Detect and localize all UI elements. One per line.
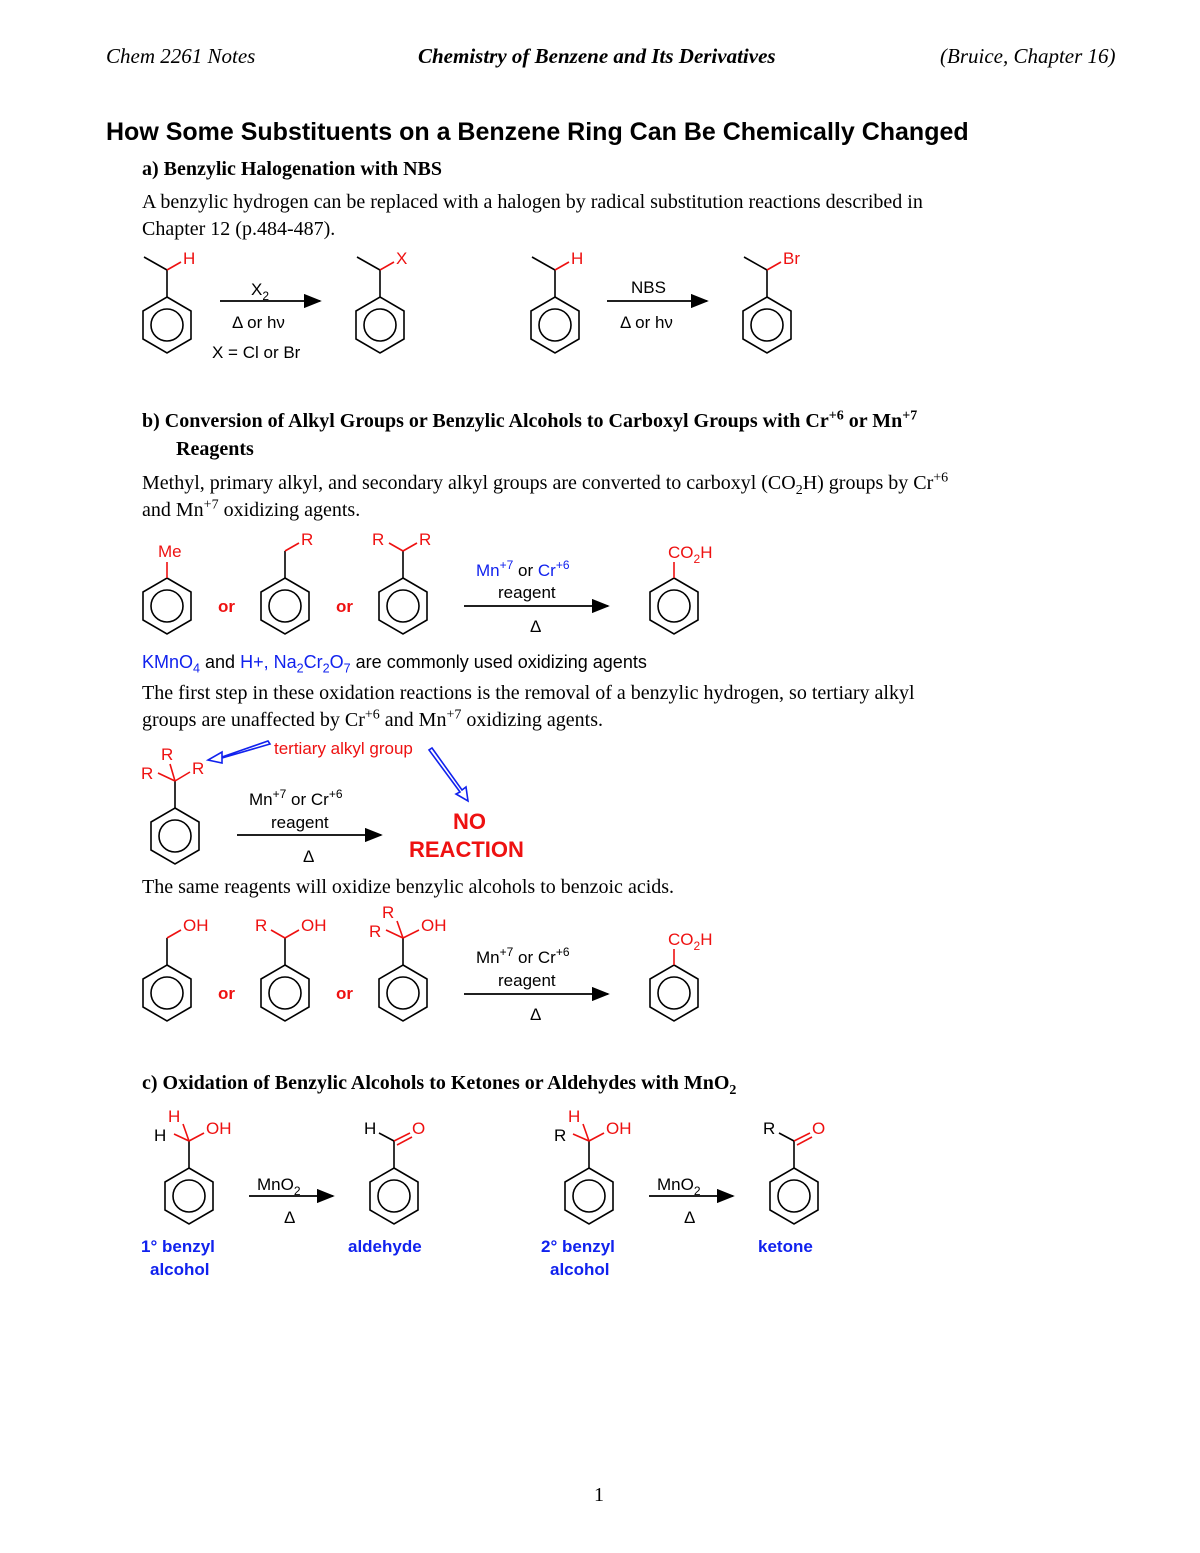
section-a-text-2: Chapter 12 (p.484-487). (142, 218, 336, 240)
page-title: How Some Substituents on a Benzene Ring Can Be Chemically Changed (106, 118, 969, 146)
kmno4-text: KMnO (142, 652, 194, 672)
header-course: Chem 2261 Notes (106, 44, 256, 68)
arrow-mno2-1 (249, 1175, 333, 1227)
h-label-top: H (168, 1107, 181, 1126)
benzaldehyde (364, 1119, 425, 1224)
section-b-text-4-sup1: +6 (364, 707, 380, 723)
benzoic-acid-2 (650, 930, 712, 1021)
cr-sup: +6 (555, 945, 570, 959)
or-word: or (513, 948, 538, 967)
cr-text: Cr (537, 948, 556, 967)
r-bond (271, 930, 285, 938)
section-b-text-2-sup: +7 (203, 497, 219, 513)
header-chapter: (Bruice, Chapter 16) (940, 44, 1116, 68)
r-label-left: R (141, 764, 154, 783)
r-label-top: R (382, 903, 395, 922)
or-label-1: or (218, 597, 235, 616)
section-b-text-4-sup2: +7 (446, 707, 462, 723)
r-bond-right (175, 772, 190, 781)
alkyl-bond (744, 257, 767, 297)
o-label: O (412, 1119, 426, 1138)
dichromate-h-na: H+, Na (240, 652, 297, 672)
mn-text: Mn (476, 561, 500, 580)
delta-label: Δ (530, 1005, 542, 1024)
delta-label: Δ (303, 847, 315, 866)
cr-text: Cr (310, 790, 329, 809)
oh-bond (403, 930, 419, 938)
r-bond (779, 1133, 794, 1141)
mno2-label (657, 1175, 701, 1198)
section-b-text-4a: groups are unaffected by Cr (142, 709, 365, 731)
o-label: O (812, 1119, 826, 1138)
kmno4-sub: 4 (193, 661, 201, 676)
ring-circle (269, 977, 301, 1009)
r-label: R (255, 916, 268, 935)
primary-alcohol-label-1: 1° benzyl (141, 1237, 215, 1256)
section-b-text-4b: and Mn (379, 709, 447, 731)
secondary-benzyl-alcohol-c (554, 1107, 632, 1224)
mno2-sub: 2 (293, 1184, 301, 1198)
or-word: or (513, 561, 538, 580)
alkyl-bond (532, 257, 555, 297)
dichromate-cr-sub: 2 (322, 661, 330, 676)
r-label-left: R (369, 922, 382, 941)
r-label: R (554, 1126, 567, 1145)
oh-bond (589, 1133, 604, 1141)
x-definition: X = Cl or Br (212, 343, 301, 362)
alkyl-bond (357, 257, 380, 297)
ring-circle (173, 1180, 205, 1212)
section-b-text-1-sup: +6 (933, 470, 949, 486)
benzyl-br (743, 249, 800, 353)
oh-label: OH (183, 916, 209, 935)
mno2-text: MnO (657, 1175, 694, 1194)
x2-label-sub: 2 (262, 289, 270, 303)
x2-label (251, 280, 269, 303)
ketone-structure (763, 1119, 825, 1224)
mno2-sub: 2 (693, 1184, 701, 1198)
tertiary-benzyl-alcohol (369, 903, 447, 1021)
ring-circle (573, 1180, 605, 1212)
condition-label: Δ or hν (232, 313, 285, 332)
r-label-left: R (372, 530, 385, 549)
hollow-arrow-shape (208, 741, 270, 763)
oh-bond (189, 1133, 204, 1141)
section-c-heading-sub: 2 (729, 1083, 737, 1098)
page-number: 1 (594, 1484, 604, 1506)
primary-alkyl-benzene (261, 530, 313, 634)
co2h-sub: 2 (693, 552, 701, 566)
co2h-h: H (700, 543, 713, 562)
reagent-formula (476, 558, 570, 580)
secondary-alkyl-benzene (372, 530, 431, 634)
h-bond (167, 262, 181, 270)
ring-circle (539, 309, 571, 341)
tertiary-alkyl-benzene (141, 745, 204, 864)
r-bond-right (403, 543, 417, 551)
or-word: or (286, 790, 311, 809)
delta-label: Δ (284, 1208, 296, 1227)
ring-circle (151, 309, 183, 341)
ring-circle (751, 309, 783, 341)
ring-circle (151, 590, 183, 622)
section-b-text-3: The first step in these oxidation reactions is the removal of a benzylic hydrogen, so tertiary alkyl (142, 682, 915, 704)
mn-text: Mn (476, 948, 500, 967)
no-reaction-line-1: NO (453, 809, 486, 834)
section-b-text-2a: and Mn (142, 499, 204, 521)
secondary-alcohol-label-1: 2° benzyl (541, 1237, 615, 1256)
oh-bond (167, 930, 181, 938)
ring-circle (658, 590, 690, 622)
mno2-text: MnO (257, 1175, 294, 1194)
benzene-ring (143, 578, 191, 634)
section-b-heading-sup1: +6 (828, 408, 844, 424)
ring-circle (778, 1180, 810, 1212)
hollow-arrow-down (429, 748, 468, 801)
ring-circle (151, 977, 183, 1009)
arrow-oxidation-2 (237, 787, 381, 866)
me-label: Me (158, 542, 182, 561)
section-a-text-1: A benzylic hydrogen can be replaced with a halogen by radical substitution reactions described in (142, 191, 923, 213)
r-label-right: R (192, 759, 205, 778)
benzoic-acid-1 (650, 543, 712, 634)
br-label: Br (783, 249, 800, 268)
or-label-2: or (336, 597, 353, 616)
aldehyde-label: aldehyde (348, 1237, 422, 1256)
benzyl-x (356, 249, 407, 353)
mn-sup: +7 (272, 787, 287, 801)
reagent-label: reagent (498, 971, 556, 990)
benzene-ring (151, 808, 199, 864)
hollow-arrow-shape (429, 748, 468, 801)
mn-sup: +7 (499, 558, 514, 572)
agents-and: and (200, 652, 241, 672)
arrow-mno2-2 (649, 1175, 733, 1227)
h-bond (555, 262, 569, 270)
r-label-right: R (419, 530, 432, 549)
benzyl-h-1 (143, 249, 195, 353)
x-label: X (396, 249, 408, 268)
primary-benzyl-alcohol (154, 1107, 232, 1224)
or-label-3: or (218, 984, 235, 1003)
section-b-heading-sup2: +7 (902, 408, 918, 424)
r-bond (285, 543, 299, 551)
benzyl-alcohol (143, 916, 209, 1021)
dichromate-o: O (329, 652, 344, 672)
benzyl-h-2 (531, 249, 583, 353)
benzene-ring (143, 965, 191, 1021)
or-label-4: or (336, 984, 353, 1003)
benzene-ring (165, 1168, 213, 1224)
alkyl-bond (144, 257, 167, 297)
condition-label: Δ or hν (620, 313, 673, 332)
oh-label: OH (606, 1119, 632, 1138)
section-b-text-5: The same reagents will oxidize benzylic alcohols to benzoic acids. (142, 876, 675, 898)
ring-circle (378, 1180, 410, 1212)
primary-alcohol-label-2: alcohol (150, 1260, 210, 1279)
reagent-formula (249, 787, 343, 809)
co2h-co: CO (668, 930, 694, 949)
h-label-top: H (568, 1107, 581, 1126)
section-b-text-1-sub: 2 (795, 483, 803, 498)
r-label-top: R (161, 745, 174, 764)
arrow-oxidation-3 (464, 945, 608, 1024)
co2h-co: CO (668, 543, 694, 562)
delta-label: Δ (530, 617, 542, 636)
ring-circle (387, 977, 419, 1009)
nbs-label: NBS (631, 278, 666, 297)
ring-circle (364, 309, 396, 341)
section-c-heading-text: c) Oxidation of Benzylic Alcohols to Ketones or Aldehydes with MnO (142, 1072, 730, 1094)
oh-label: OH (301, 916, 327, 935)
secondary-benzyl-alcohol (255, 916, 327, 1021)
ketone-label: ketone (758, 1237, 813, 1256)
oh-label: OH (421, 916, 447, 935)
r-label: R (301, 530, 314, 549)
h-label: H (183, 249, 196, 268)
arrow-oxidation-1 (464, 558, 608, 636)
arrow-x2 (212, 280, 320, 362)
section-a-heading: a) Benzylic Halogenation with NBS (142, 158, 443, 180)
mno2-label (257, 1175, 301, 1198)
no-reaction-line-2: REACTION (409, 837, 524, 862)
section-b-heading-main: b) Conversion of Alkyl Groups or Benzylic Alcohols to Carboxyl Groups with Cr (142, 410, 829, 432)
h-bond (379, 1133, 394, 1141)
reagent-label: reagent (271, 813, 329, 832)
toluene (143, 542, 191, 634)
section-b-text-1b: H) groups by Cr (802, 472, 934, 494)
x-bond (380, 262, 394, 270)
ring-circle (658, 977, 690, 1009)
br-bond (767, 262, 781, 270)
benzene-ring (143, 297, 191, 353)
reagent-formula (476, 945, 570, 967)
oh-bond (285, 930, 299, 938)
cr-sup: +6 (328, 787, 343, 801)
dichromate-cr: Cr (303, 652, 323, 672)
r-label: R (763, 1119, 776, 1138)
x2-label-x: X (251, 280, 263, 299)
section-b-text-1a: Methyl, primary alkyl, and secondary alkyl groups are converted to carboxyl (CO (142, 472, 796, 494)
h-label: H (571, 249, 584, 268)
oh-label: OH (206, 1119, 232, 1138)
cr-sup: +6 (555, 558, 570, 572)
h-label-left: H (154, 1126, 167, 1145)
hollow-arrow-left (208, 741, 270, 763)
delta-label: Δ (684, 1208, 696, 1227)
r-bond-left (389, 543, 403, 551)
dichromate-na-sub: 2 (296, 661, 304, 676)
section-b-text-4c: oxidizing agents. (461, 709, 604, 731)
reagent-label: reagent (498, 583, 556, 602)
mn-sup: +7 (499, 945, 514, 959)
arrow-nbs (607, 278, 707, 332)
dichromate-o-sub: 7 (343, 661, 351, 676)
cr-text: Cr (537, 561, 556, 580)
mn-text: Mn (249, 790, 273, 809)
ring-circle (269, 590, 301, 622)
ring-circle (159, 820, 191, 852)
section-b-heading-line2: Reagents (176, 438, 254, 460)
secondary-alcohol-label-2: alcohol (550, 1260, 610, 1279)
co2h-sub: 2 (693, 939, 701, 953)
tertiary-alkyl-label: tertiary alkyl group (274, 739, 413, 758)
ring-circle (387, 590, 419, 622)
co2h-h: H (700, 930, 713, 949)
header-topic: Chemistry of Benzene and Its Derivatives (418, 44, 776, 68)
section-b-text-2b: oxidizing agents. (218, 499, 361, 521)
agents-rest: are commonly used oxidizing agents (350, 652, 647, 672)
h-label: H (364, 1119, 377, 1138)
section-b-heading-or: or Mn (843, 410, 903, 432)
